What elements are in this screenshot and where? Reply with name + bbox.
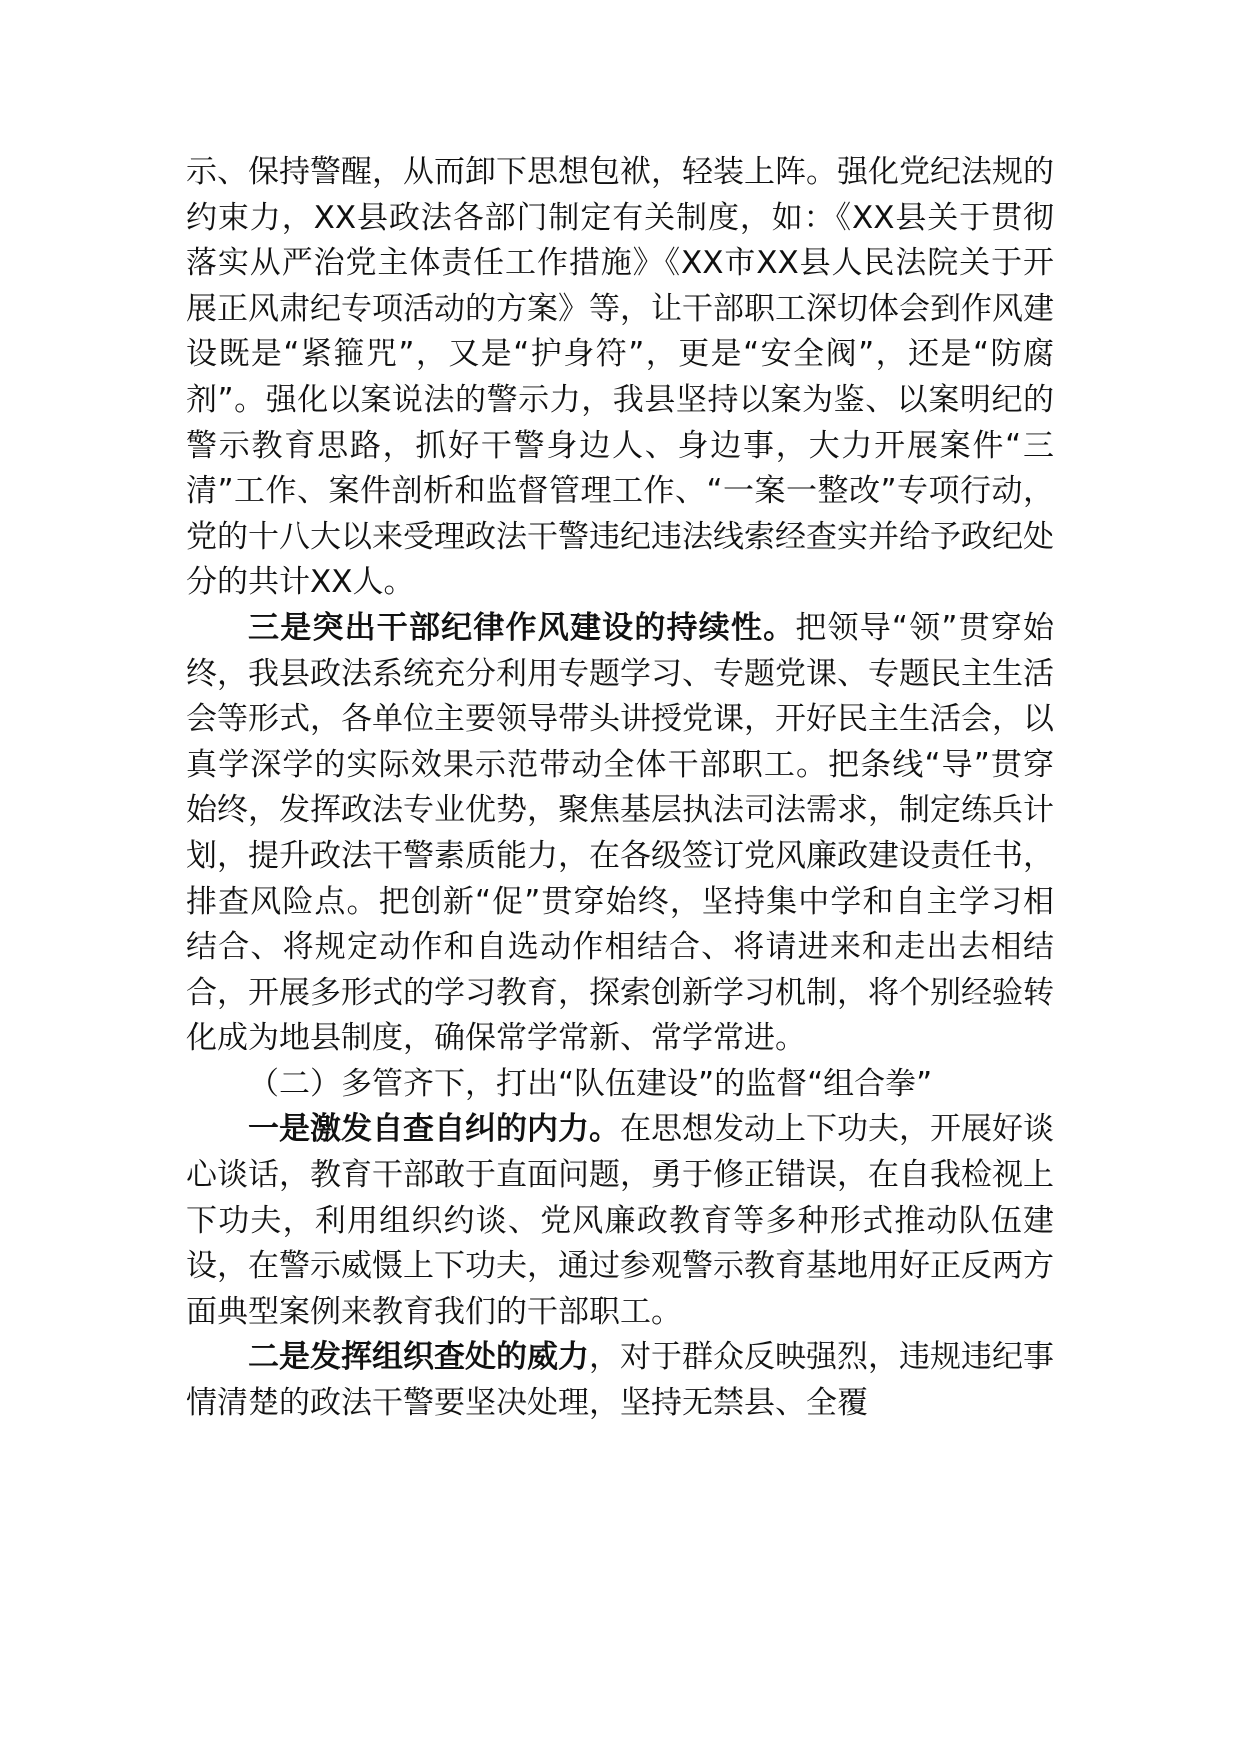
paragraph-text: ，对于群众反映强烈，违规违纪事情清楚的政法干警要坚决处理，坚持无禁县、全覆 — [186, 1339, 1054, 1422]
document-body — [186, 150, 1054, 1427]
paragraph-continuity — [186, 606, 1054, 1062]
paragraph-heading: 三是突出干部纪律作风建设的持续性。 — [248, 609, 796, 646]
section-heading-text: （二）多管齐下，打出“队伍建设”的监督“组合拳” — [248, 1065, 933, 1102]
section-heading-two — [186, 1062, 1054, 1108]
paragraph-self-inspection — [186, 1107, 1054, 1335]
paragraph-heading: 一是激发自查自纠的内力。 — [248, 1111, 620, 1148]
paragraph-text: 把领导“领”贯穿始终，我县政法系统充分利用专题学习、专题党课、专题民主生活会等形式，各单位主要领导带头讲授党课，开好民主生活会，以真学深学的实际效果示范带动全体干部职工。把条线“导”贯穿始终，发挥政法专业优势，聚焦基层执法司法需求，制定练兵计划，提升政法干警素质能力，在各级签订党风廉政建设责任书，排查风险点。把创新“促”贯穿始终，坚持集中学和自主学习相结合、将规定动作和自选动作相结合、将请进来和走出去相结合，开展多形式的学习教育，探索创新学习机制，将个别经验转化成为地县制度，确保常学常新、常学常进。 — [186, 609, 1055, 1057]
paragraph-text: 示、保持警醒，从而卸下思想包袱，轻装上阵。强化党纪法规的约束力，XX县政法各部门制定有关制度，如：《XX县关于贯彻落实从严治党主体责任工作措施》《XX市XX县人民法院关于开展正风肃纪专项活动的方案》等，让干部职工深切体会到作风建设既是“紧箍咒”，又是“护身符”，更是“安全阀”，还是“防腐剂”。强化以案说法的警示力，我县坚持以案为鉴、以案明纪的警示教育思路，抓好干警身边人、身边事，大力开展案件“三清”工作、案件剖析和监督管理工作、“一案一整改”专项行动，党的十八大以来受理政法干警违纪违法线索经查实并给予政纪处分的共计XX人。 — [186, 154, 1054, 601]
paragraph-warning-education — [186, 150, 1054, 606]
paragraph-organization-investigation — [186, 1335, 1054, 1426]
paragraph-text: 在思想发动上下功夫，开展好谈心谈话，教育干部敢于直面问题，勇于修正错误，在自我检视上下功夫，利用组织约谈、党风廉政教育等多种形式推动队伍建设，在警示威慑上下功夫，通过参观警示教育基地用好正反两方面典型案例来教育我们的干部职工。 — [186, 1111, 1054, 1330]
paragraph-heading: 二是发挥组织查处的威力 — [248, 1339, 589, 1376]
